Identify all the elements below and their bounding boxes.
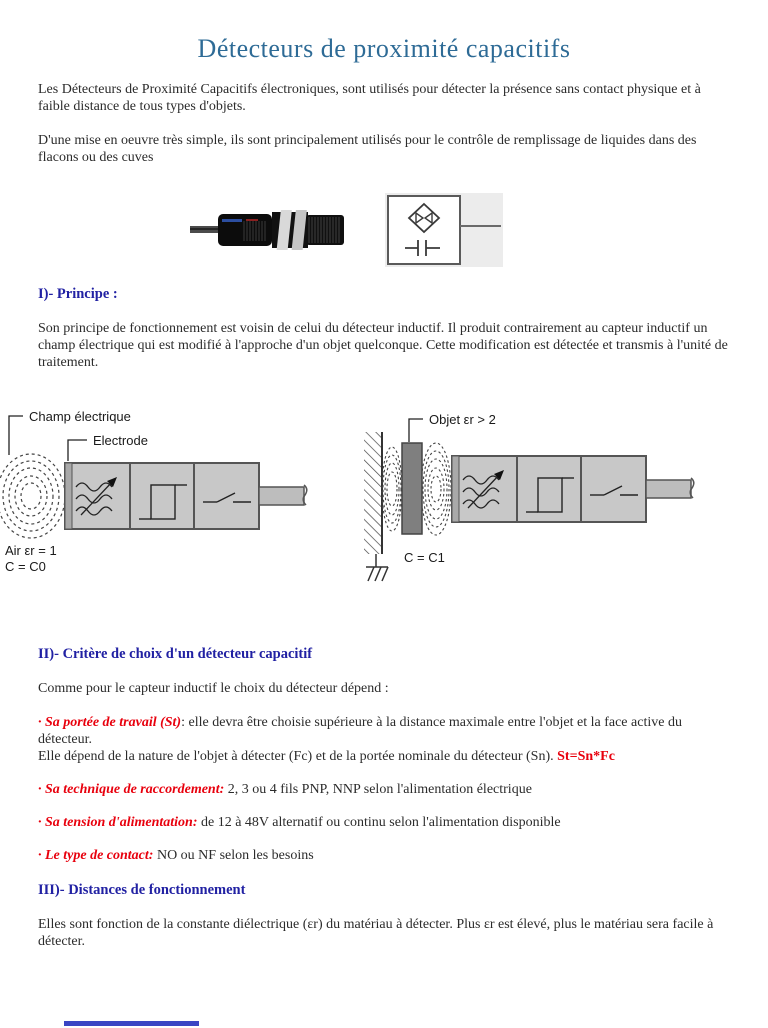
air-label: Air εr = 1: [5, 543, 57, 558]
electrode-label: Electrode: [93, 433, 148, 448]
diagram-air: [0, 399, 317, 597]
distances-paragraph: Elles sont fonction de la constante diélectrique (εr) du matériau à détecter. Plus εr est élevé, plus le matériau sera facile à détecter.: [38, 917, 714, 949]
page-title: Détecteurs de proximité capacitifs: [197, 34, 571, 63]
sensor-body: [218, 214, 272, 246]
c0-label: C = C0: [5, 559, 46, 574]
electrode-label-leader: [68, 440, 87, 461]
criteria-intro: Comme pour le capteur inductif le choix du détecteur dépend :: [38, 681, 389, 696]
criteria-text: : elle devra être choisie supérieure à la distance maximale entre l'objet et la face active du détecteur.: [38, 715, 682, 747]
electrode-strip: [452, 456, 459, 522]
field-label-leader: [9, 416, 23, 455]
criteria-text: 2, 3 ou 4 fils PNP, NNP selon l'alimentation électrique: [224, 782, 532, 797]
criteria-text: de 12 à 48V alternatif ou continu selon l'alimentation disponible: [197, 815, 561, 830]
criteria-lead: · Le type de contact:: [38, 848, 154, 863]
principle-diagrams: [0, 399, 768, 597]
criteria-lead: · Sa tension d'alimentation:: [38, 815, 198, 830]
document-page: [0, 34, 768, 1028]
criteria-lead: · Sa portée de travail (St): [38, 715, 182, 730]
cutoff-table-border: [64, 1021, 199, 1026]
electric-field-lines: [0, 454, 65, 538]
criteria-text: NO ou NF selon les besoins: [153, 848, 314, 863]
capacitive-sensor-symbol: [385, 193, 503, 267]
ground-icon: [366, 554, 388, 581]
figures-row: [38, 183, 730, 279]
electrode-strip: [65, 463, 72, 529]
criteria-item-portee: [38, 714, 730, 765]
object-label: Objet εr > 2: [429, 412, 496, 427]
sensor-cable: [259, 487, 304, 505]
formula-st: St=Sn*Fc: [557, 749, 615, 764]
object-label-leader: [409, 419, 423, 442]
field-label: Champ électrique: [29, 409, 131, 424]
capacitive-sensor-photo: [188, 199, 348, 261]
criteria-item-tension: [38, 814, 730, 831]
sensor-cable: [646, 480, 691, 498]
section-heading-criteres: II)- Critère de choix d'un détecteur capacitif: [38, 646, 313, 662]
c1-label: C = C1: [404, 550, 445, 565]
criteria-item-contact: [38, 847, 730, 864]
section-heading-distances: III)- Distances de fonctionnement: [38, 882, 246, 898]
symbol-box: [388, 196, 460, 264]
criteria-item-raccordement: [38, 781, 730, 798]
intro-paragraph-2: D'une mise en oeuvre très simple, ils sont principalement utilisés pour le contrôle de remplissage de liquides dans des flacons ou des cuves: [38, 133, 697, 165]
section-heading-principe: I)- Principe :: [38, 286, 118, 302]
criteria-lead: · Sa technique de raccordement:: [38, 782, 225, 797]
diagram-object: [362, 399, 712, 597]
detected-object-bar: [402, 443, 422, 534]
intro-paragraph-1: Les Détecteurs de Proximité Capacitifs électroniques, sont utilisés pour détecter la présence sans contact physique et à faible distance de tous types d'objets.: [38, 82, 701, 114]
wall-hatch: [364, 432, 382, 554]
principe-paragraph: Son principe de fonctionnement est voisin de celui du détecteur inductif. Il produit contrairement au capteur inductif un champ électrique qui est modifié à l'approche d'un objet quelconque. Cette modification est détectée et transmis à l'unité de traitement.: [38, 321, 728, 370]
criteria-text-2: Elle dépend de la nature de l'objet à détecter (Fc) et de la portée nominale du détecteur (Sn).: [38, 749, 558, 764]
